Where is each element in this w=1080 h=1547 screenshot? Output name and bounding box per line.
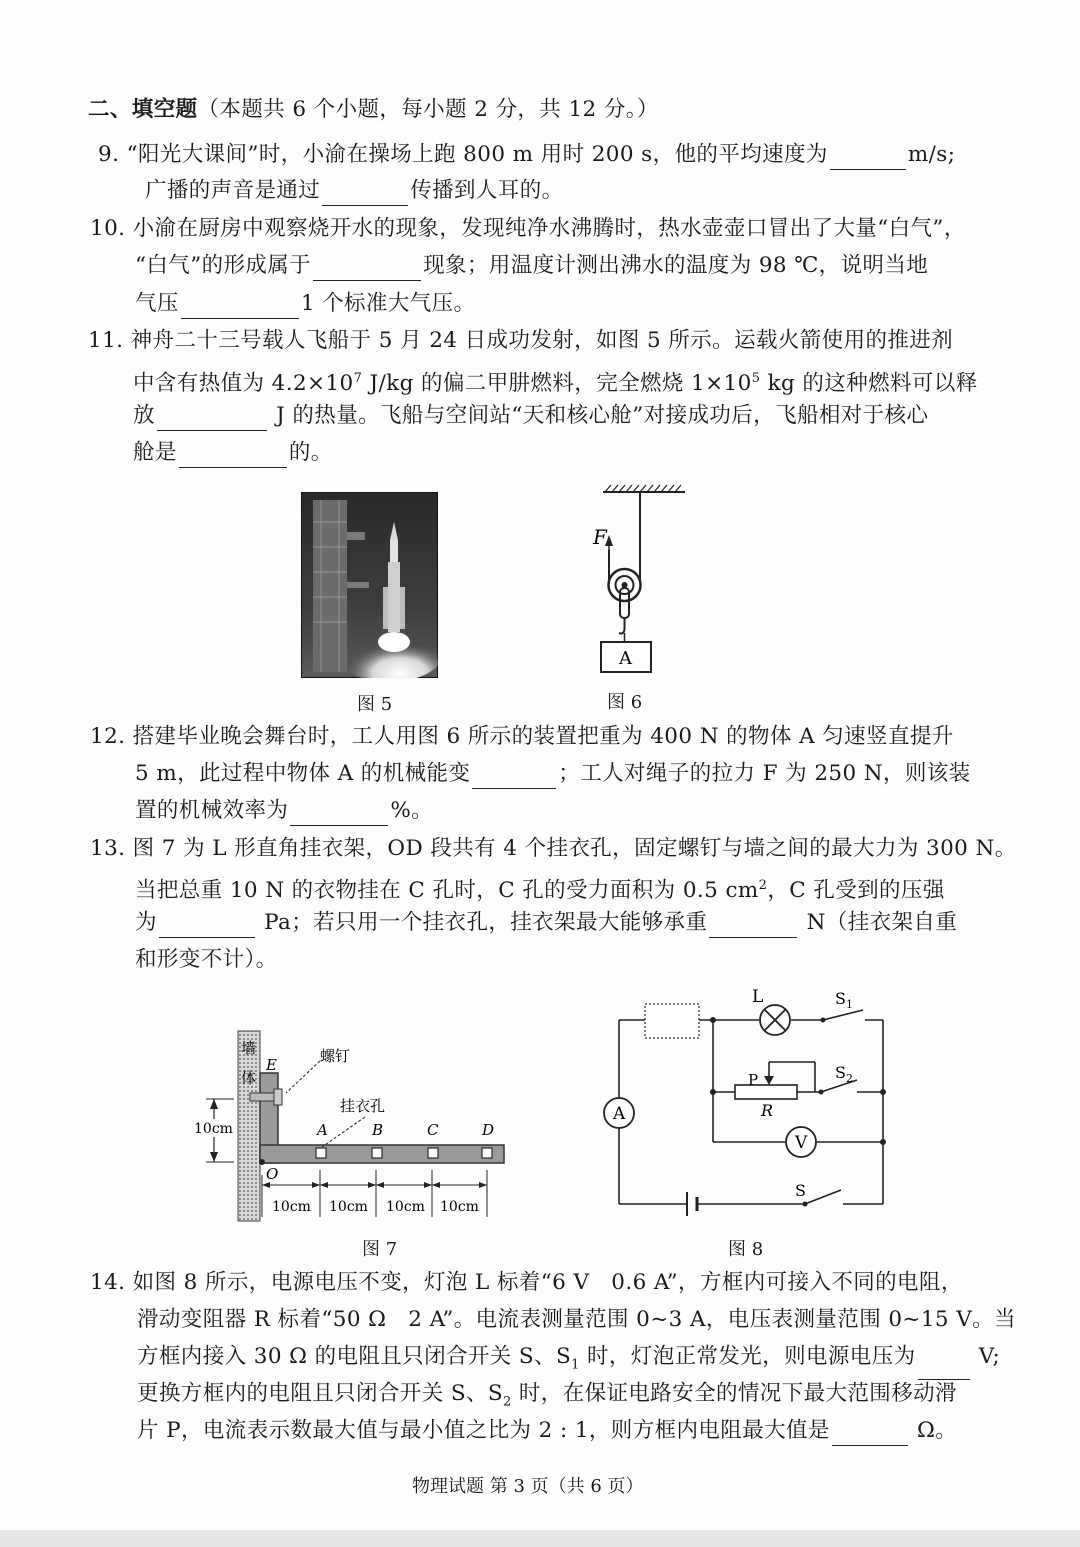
answer-blank[interactable]: [472, 766, 556, 789]
q10-text-2: “白气”的形成属于: [135, 253, 312, 278]
spacing-label-1: 10cm: [272, 1199, 311, 1215]
q14-subscript-2: 2: [503, 1394, 512, 1410]
e-label: E: [266, 1056, 277, 1074]
q14-line-3: [137, 1342, 1000, 1380]
q14-text: 如图 8 所示，电源电压不变，灯泡 L 标着“6 V 0.6 A”，方框内可接入不同的电阻，: [132, 1270, 963, 1295]
q9-text: “阳光大课间”时，小渝在操场上跑 800 m 用时 200 s，他的平均速度为: [126, 142, 828, 167]
switch-s2-label: $S_2$: [835, 1063, 853, 1085]
ammeter-label: A: [613, 1104, 626, 1124]
q11-exponent-2: 5: [751, 371, 761, 386]
answer-blank[interactable]: [322, 183, 408, 206]
q13-text-5: Pa；若只用一个挂衣孔，挂衣架最大能够承重: [264, 910, 708, 935]
q14-text-4: 时，灯泡正常发光，则电源电压为: [579, 1344, 916, 1369]
point-d-label: D: [482, 1121, 495, 1139]
q11-text-5: 放: [133, 403, 155, 428]
q9-unit: m/s;: [907, 142, 956, 167]
q11-text-2: 中含有热值为 4.2×10: [133, 371, 354, 397]
q14-line-4: [137, 1379, 957, 1417]
q11-text-8: 的。: [288, 440, 333, 465]
q14-text-7: 片 P，电流表示数最大值与最小值之比为 2 : 1，则方框内电阻最大值是: [137, 1418, 830, 1443]
q9-line-1: [98, 140, 955, 170]
q14-line-5: [137, 1416, 957, 1446]
figure-6-caption: 图 6: [607, 692, 643, 713]
q11-text-7: 舱是: [133, 440, 177, 465]
point-a-label: A: [317, 1121, 328, 1139]
answer-blank[interactable]: [709, 915, 797, 938]
q12-text-4: 置的机械效率为: [135, 798, 289, 823]
wall-label-2: 体: [241, 1069, 257, 1087]
q14-line-1: [90, 1268, 963, 1298]
q10-line-2: [135, 251, 928, 281]
q9-number: 9.: [98, 142, 120, 167]
q11-number: 11.: [88, 328, 124, 353]
q10-number: 10.: [90, 216, 126, 241]
block-label: A: [619, 648, 632, 669]
q13-text-7: 和形变不计）。: [135, 947, 278, 972]
spacing-label-4: 10cm: [440, 1199, 479, 1215]
o-label: O: [266, 1165, 279, 1183]
q9-text-2: 广播的声音是通过: [145, 178, 321, 203]
q13-exponent: 2: [758, 878, 768, 893]
switch-s-label: S: [795, 1181, 806, 1200]
q12-text: 搭建毕业晚会舞台时，工人用图 6 所示的装置把重为 400 N 的物体 A 匀速竖直提升: [132, 724, 954, 749]
point-b-label: B: [372, 1121, 384, 1139]
answer-blank[interactable]: [832, 1423, 908, 1446]
q10-text-3: 现象；用温度计测出沸水的温度为 98 ℃，说明当地: [423, 253, 929, 278]
q12-text-2: 5 m，此过程中物体 A 的机械能变: [135, 761, 471, 786]
switch-s1-label: $S_1$: [835, 989, 853, 1011]
q12-text-5: %。: [390, 798, 434, 823]
answer-blank[interactable]: [313, 258, 421, 281]
q10-text: 小渝在厨房中观察烧开水的现象，发现纯净水沸腾时，热水壶壶口冒出了大量“白气”，: [132, 216, 966, 241]
q13-text-3: ，C 孔受到的压强: [767, 878, 945, 904]
answer-blank[interactable]: [290, 803, 388, 826]
section-note: （本题共 6 个小题，每小题 2 分，共 12 分。）: [197, 97, 659, 122]
spacing-label-3: 10cm: [386, 1199, 425, 1215]
q14-unit: V;: [978, 1344, 1001, 1369]
screw-label: 螺钉: [320, 1047, 351, 1065]
lamp-label: L: [752, 987, 764, 1007]
q14-subscript: 1: [571, 1357, 580, 1373]
q13-line-3: [135, 908, 957, 938]
q14-text-6: 时，在保证电路安全的情况下最大范围移动滑: [511, 1381, 957, 1406]
q12-number: 12.: [90, 724, 126, 749]
force-label: F: [593, 525, 607, 549]
q11-line-4: [133, 438, 333, 468]
section-heading: [88, 95, 659, 125]
q13-text-4: 为: [135, 910, 157, 935]
answer-blank[interactable]: [918, 1357, 970, 1380]
answer-blank[interactable]: [157, 408, 267, 431]
q14-unit-2: Ω。: [917, 1418, 958, 1443]
voltmeter-label: V: [795, 1133, 808, 1153]
q11-text-6: J 的热量。飞船与空间站“天和核心舱”对接成功后，飞船相对于核心: [276, 403, 929, 428]
q12-line-3: [135, 796, 433, 826]
rheostat-label: R: [761, 1101, 774, 1120]
figure-5-caption: 图 5: [357, 694, 393, 715]
q11-text-4: kg 的这种燃料可以释: [760, 371, 978, 397]
q11-text-3: J/kg 的偏二甲肼燃料，完全燃烧 1×10: [362, 371, 752, 397]
answer-blank[interactable]: [179, 445, 287, 468]
page-footer: 物理试题 第 3 页（共 6 页）: [412, 1476, 644, 1497]
q14-line-2: [137, 1305, 1016, 1335]
figure-7-caption: 图 7: [362, 1239, 398, 1260]
q11-line-1: [88, 326, 953, 356]
q13-line-2: [135, 871, 945, 906]
q9-line-2: [145, 176, 564, 206]
section-title: 二、填空题: [88, 97, 198, 122]
figure-6-pulley: [585, 480, 695, 680]
q12-text-3: ；工人对绳子的拉力 F 为 250 N，则该装: [558, 761, 971, 786]
q14-text-3: 方框内接入 30 Ω 的电阻且只闭合开关 S、S: [137, 1344, 572, 1369]
q10-text-4: 气压: [135, 291, 179, 316]
height-label: 10cm: [194, 1121, 233, 1137]
q14-number: 14.: [90, 1270, 126, 1295]
q10-line-3: [135, 289, 475, 319]
spacing-label-2: 10cm: [329, 1199, 368, 1215]
q9-text-3: 传播到人耳的。: [410, 178, 564, 203]
bottom-strip: [0, 1530, 1080, 1547]
answer-blank[interactable]: [159, 915, 255, 938]
figure-8-circuit: [595, 982, 895, 1222]
figure-5-rocket-photo: [301, 492, 438, 678]
figure-7-hanger: [190, 1025, 520, 1230]
q12-line-2: [135, 759, 971, 789]
point-c-label: C: [427, 1121, 439, 1139]
q11-text: 神舟二十三号载人飞船于 5 月 24 日成功发射，如图 5 所示。运载火箭使用的推进剂: [130, 328, 954, 353]
wall-label-1: 墙: [241, 1039, 257, 1057]
q10-line-1: [90, 214, 966, 244]
q11-exponent: 7: [353, 371, 363, 386]
q13-line-1: [90, 834, 1017, 864]
answer-blank[interactable]: [181, 296, 299, 319]
q13-text-6: N（挂衣架自重: [806, 910, 958, 935]
q13-text: 图 7 为 L 形直角挂衣架，OD 段共有 4 个挂衣孔，固定螺钉与墙之间的最大力为 300 N。: [132, 836, 1017, 861]
q14-text-2: 滑动变阻器 R 标着“50 Ω 2 A”。电流表测量范围 0~3 A，电压表测量范围 0~15 V。当: [137, 1307, 1016, 1332]
hole-label: 挂衣孔: [340, 1097, 386, 1115]
q13-text-2: 当把总重 10 N 的衣物挂在 C 孔时，C 孔的受力面积为 0.5 cm: [135, 878, 759, 904]
q14-text-5: 更换方框内的电阻且只闭合开关 S、S: [137, 1381, 503, 1406]
q13-number: 13.: [90, 836, 126, 861]
slider-p-label: P: [748, 1071, 759, 1089]
figure-8-caption: 图 8: [728, 1239, 764, 1260]
q10-text-5: 1 个标准大气压。: [300, 291, 476, 316]
answer-blank[interactable]: [830, 147, 906, 170]
q11-line-2: [133, 364, 978, 399]
q12-line-1: [90, 722, 954, 752]
q11-line-3: [133, 401, 928, 431]
q13-line-4: [135, 945, 278, 975]
